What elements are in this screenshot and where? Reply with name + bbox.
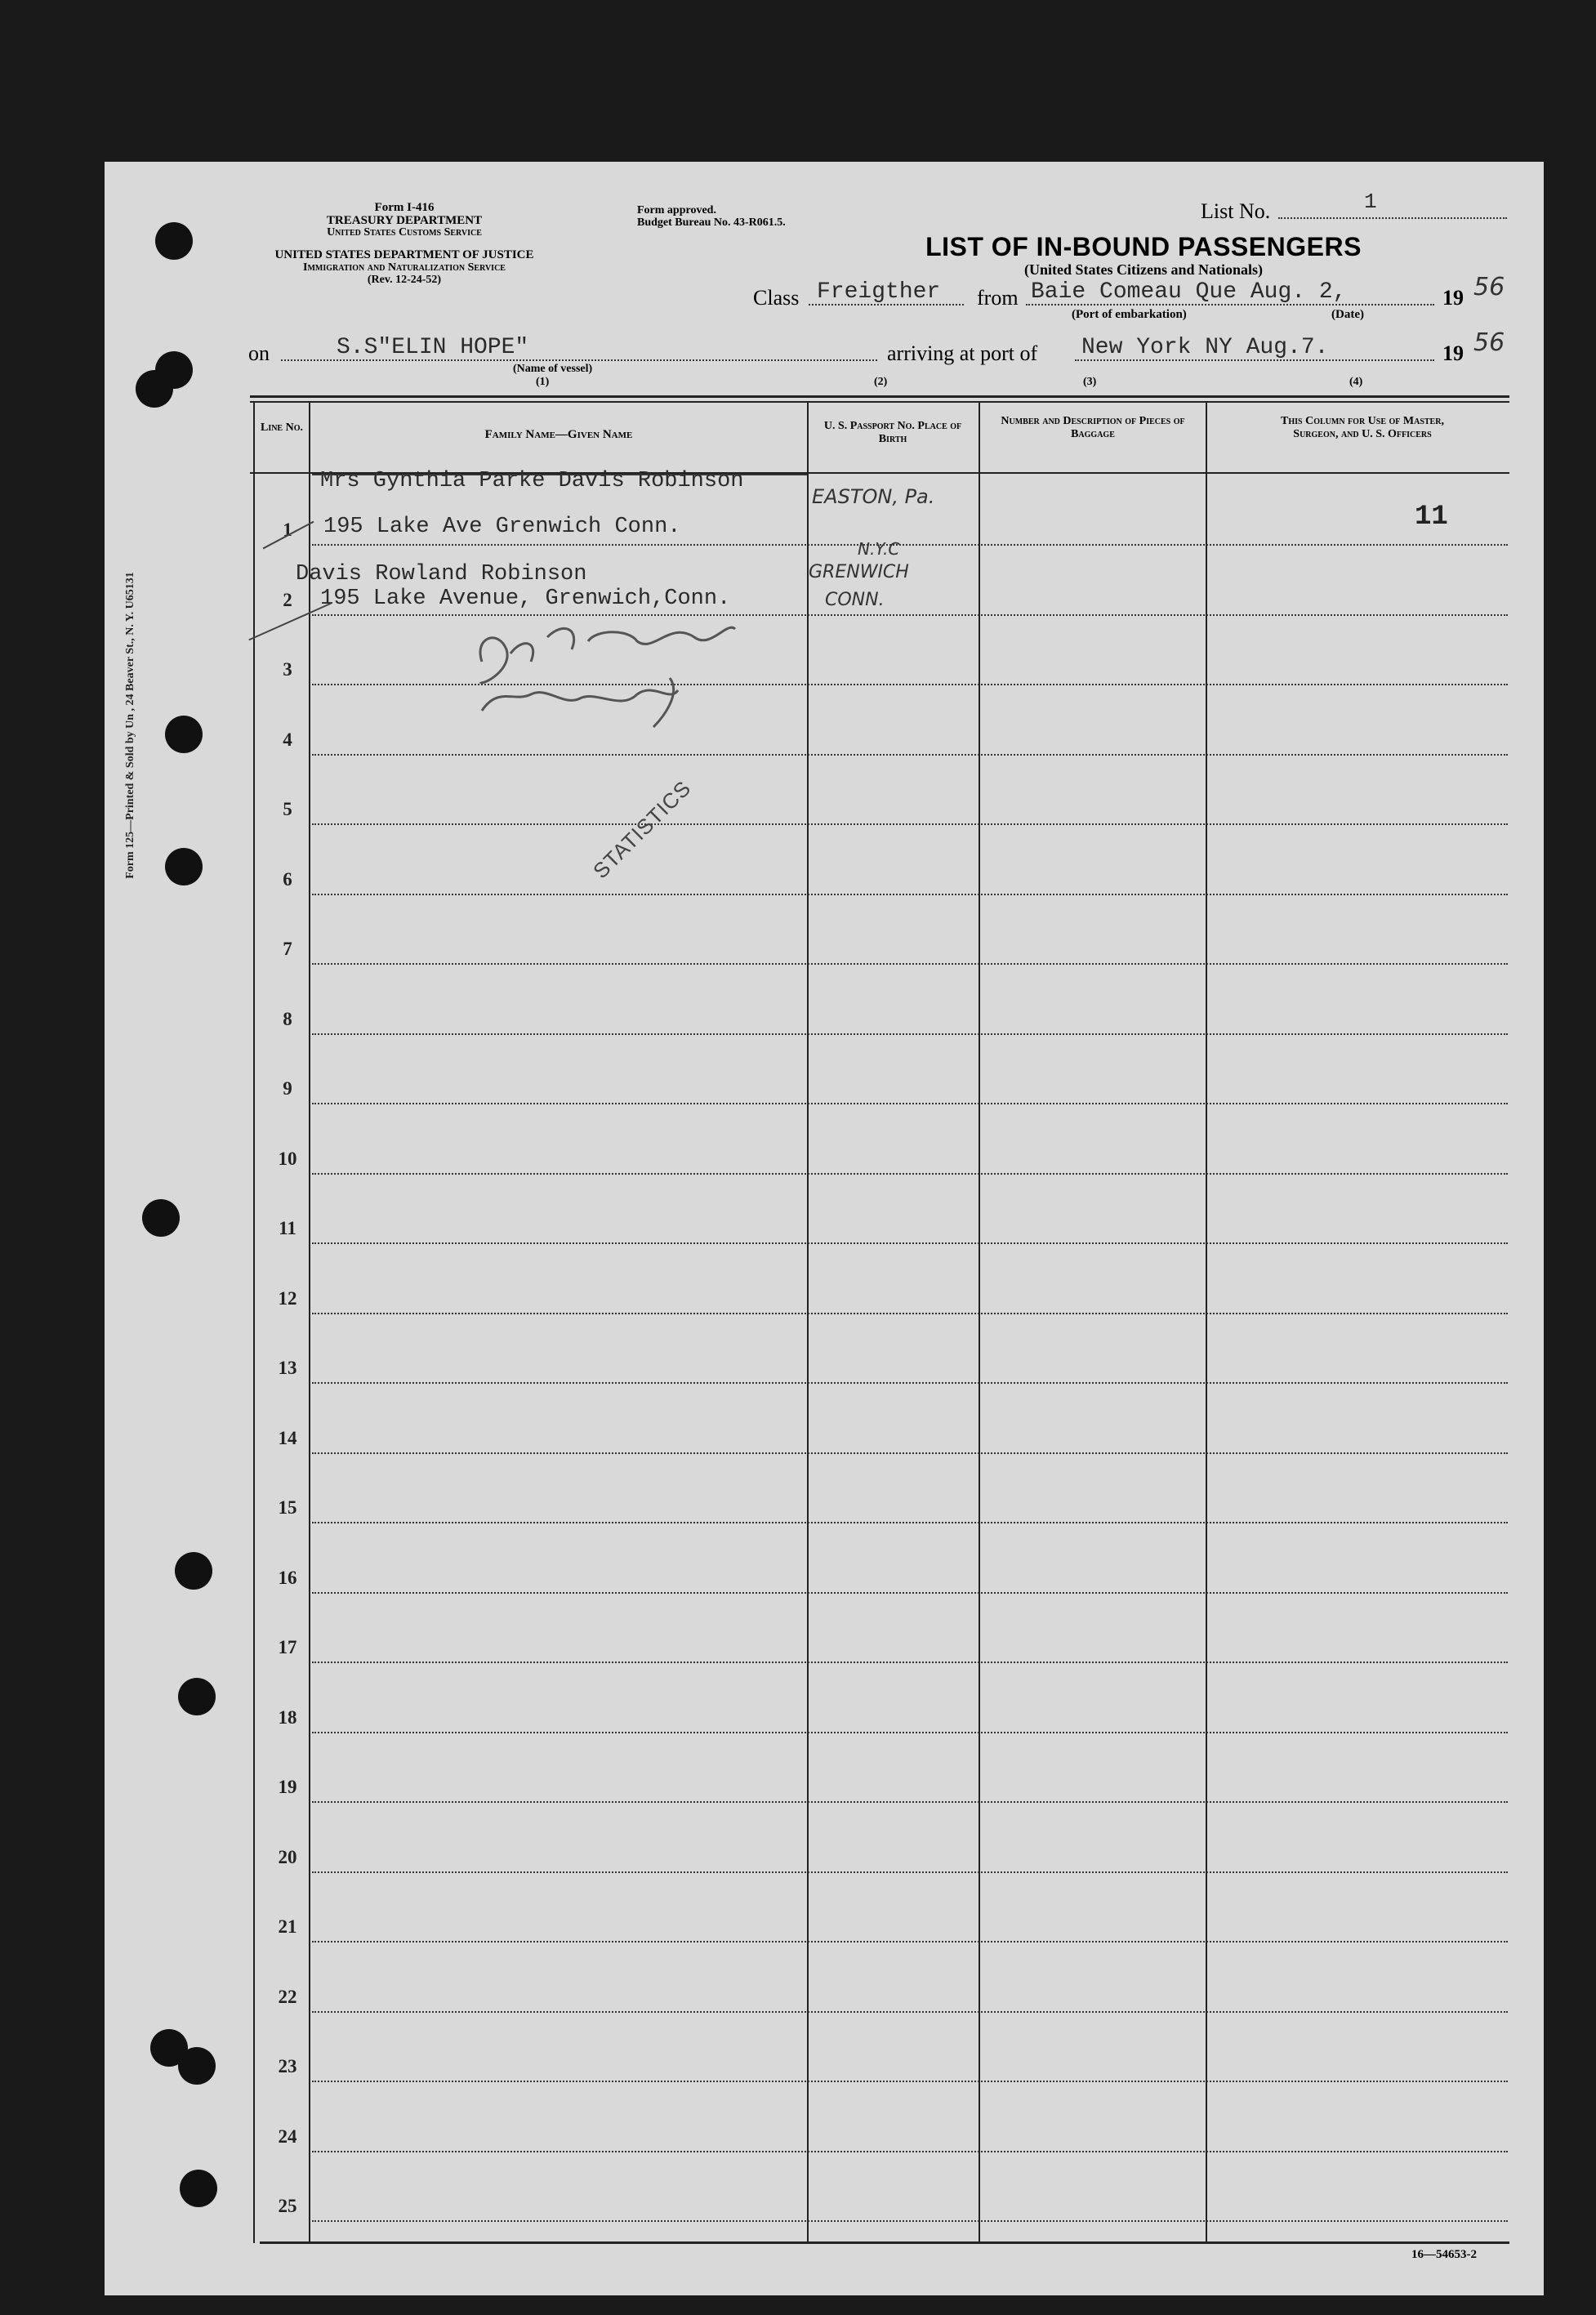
p2-address: 195 Lake Avenue, Grenwich,Conn.	[320, 587, 731, 611]
line-number: 5	[283, 799, 292, 819]
line-number: 2	[283, 590, 292, 610]
row-dotted-line	[312, 754, 1508, 756]
row-dotted-line	[312, 1313, 1508, 1314]
line-number: 22	[278, 1987, 297, 2007]
year-prefix-2: 19	[1442, 341, 1464, 365]
justice-dept: UNITED STATES DEPARTMENT OF JUSTICE	[274, 248, 534, 261]
list-no-label: List No.	[1201, 199, 1271, 223]
row-dotted-line	[312, 2220, 1508, 2222]
date-caption: (Date)	[1331, 308, 1364, 321]
row-dotted-line	[312, 2081, 1508, 2082]
row-dotted-line	[312, 823, 1508, 825]
year-suffix-2: 56	[1473, 328, 1505, 357]
row-dotted-line	[312, 1662, 1508, 1663]
row-dotted-line	[312, 1033, 1508, 1035]
binder-hole	[142, 1199, 180, 1237]
row-dotted-line	[312, 963, 1508, 965]
line-number: 9	[283, 1078, 292, 1099]
p1-birth: EASTON, Pa.	[812, 485, 935, 508]
ins-service: Immigration and Naturalization Service	[303, 261, 506, 274]
row-dotted-line	[312, 1452, 1508, 1454]
list-no-line	[1278, 217, 1507, 219]
line-number: 20	[278, 1847, 297, 1867]
line-number: 3	[283, 659, 292, 680]
binder-hole	[180, 2170, 217, 2207]
treasury-dept: TREASURY DEPARTMENT	[326, 214, 483, 227]
header-officers: This Column for Use of Master, Surgeon, and U. S. Officers	[1281, 415, 1444, 440]
row-dotted-line	[312, 1941, 1508, 1943]
row-dotted-line	[312, 894, 1508, 895]
row-dotted-line	[312, 1592, 1508, 1594]
line-number: 24	[278, 2126, 297, 2147]
row-dotted-line	[312, 1801, 1508, 1803]
year-suffix-1: 56	[1473, 273, 1505, 301]
on-label: on	[248, 341, 270, 365]
line-number: 25	[278, 2196, 297, 2216]
col-border-line	[309, 401, 310, 2243]
revision: (Rev. 12-24-52)	[367, 274, 442, 286]
col2-num: (2)	[874, 376, 888, 388]
printer-imprint: Form 125—Printed & Sold by Un , 24 Beaver St., N. Y. U65131	[124, 572, 136, 879]
port-embark-caption: (Port of embarkation)	[1072, 308, 1187, 321]
row-dotted-line	[312, 1871, 1508, 1873]
line-number: 1	[283, 520, 292, 540]
binder-hole	[155, 351, 193, 389]
class-value: Freigther	[817, 279, 941, 305]
binder-hole	[178, 1678, 216, 1715]
line-number: 17	[278, 1637, 297, 1657]
line-number: 21	[278, 1916, 297, 1937]
col-border-passport	[979, 401, 980, 2243]
col-border-name	[807, 401, 809, 2243]
table-bottom-rule	[260, 2241, 1509, 2244]
footer-code: 16—54653-2	[1411, 2248, 1477, 2261]
binder-hole	[165, 848, 203, 885]
line-number: 4	[283, 729, 292, 750]
vessel-col-num: (1)	[536, 376, 550, 388]
header-passport: U. S. Passport No. Place of Birth	[823, 420, 962, 445]
line-number: 19	[278, 1777, 297, 1797]
line-number: 10	[278, 1149, 297, 1169]
from-label: from	[977, 286, 1019, 310]
from-value: Baie Comeau Que Aug. 2,	[1031, 279, 1347, 305]
p2-birth-line1: N.Y.C	[858, 539, 900, 559]
col3-num: (3)	[1083, 376, 1097, 388]
line-number: 7	[283, 939, 292, 959]
class-label: Class	[753, 286, 800, 310]
table-top-rule-2	[250, 401, 1509, 403]
header-line-no: Line No.	[260, 422, 303, 434]
p1-name: Mrs Gynthia Parke Davis Robinson	[320, 469, 744, 493]
arriving-label: arriving at port of	[887, 341, 1038, 365]
binder-hole	[178, 2047, 216, 2085]
form-approved: Form approved.	[637, 204, 716, 216]
line-number: 23	[278, 2056, 297, 2076]
p1-address: 195 Lake Ave Grenwich Conn.	[323, 515, 681, 539]
line-number: 16	[278, 1568, 297, 1588]
row-dotted-line	[312, 2011, 1508, 2013]
col4-num: (4)	[1349, 376, 1363, 388]
p2-birth-line2: GRENWICH	[809, 562, 909, 582]
page-title: LIST OF IN-BOUND PASSENGERS	[925, 232, 1362, 261]
budget-bureau: Budget Bureau No. 43-R061.5.	[637, 216, 786, 229]
customs-service: United States Customs Service	[327, 226, 482, 239]
binder-hole	[175, 1552, 212, 1590]
p1-name-underline	[312, 474, 807, 475]
row-dotted-line	[312, 544, 1508, 546]
header-name: Family Name—Given Name	[484, 428, 633, 441]
p2-name: Davis Rowland Robinson	[296, 562, 587, 587]
p2-birth-line3: CONN.	[825, 590, 885, 610]
row-dotted-line	[312, 1173, 1508, 1175]
table-top-rule	[250, 395, 1509, 398]
arrival-value: New York NY Aug.7.	[1081, 335, 1329, 360]
row-dotted-line	[312, 1522, 1508, 1523]
vessel-caption: (Name of vessel)	[513, 363, 593, 375]
binder-hole	[165, 716, 203, 753]
line-number: 18	[278, 1707, 297, 1728]
line-number: 11	[279, 1218, 296, 1238]
line-number: 6	[283, 869, 292, 890]
row-dotted-line	[312, 1242, 1508, 1244]
row-dotted-line	[312, 1732, 1508, 1733]
binder-hole	[155, 222, 193, 260]
statistics-stamp: STATISTICS	[588, 775, 696, 884]
line-number: 14	[278, 1428, 297, 1448]
p1-officer-mark: 11	[1415, 502, 1448, 533]
row-dotted-line	[312, 1103, 1508, 1104]
officer-signature	[466, 604, 743, 743]
col-border-left	[253, 401, 255, 2243]
line-number: 13	[278, 1358, 297, 1378]
list-no-value: 1	[1364, 190, 1377, 214]
page-subtitle: (United States Citizens and Nationals)	[1023, 261, 1263, 278]
year-prefix-1: 19	[1442, 286, 1464, 310]
vessel-value: S.S"ELIN HOPE"	[337, 335, 529, 360]
line-number: 12	[278, 1288, 297, 1309]
row-dotted-line	[312, 1382, 1508, 1384]
col-border-baggage	[1206, 401, 1207, 2243]
line-number: 8	[283, 1009, 292, 1029]
row-dotted-line	[312, 2151, 1508, 2152]
line-number: 15	[278, 1497, 297, 1518]
form-number: Form I-416	[374, 201, 435, 214]
header-baggage: Number and Description of Pieces of Baggage	[1001, 415, 1185, 440]
